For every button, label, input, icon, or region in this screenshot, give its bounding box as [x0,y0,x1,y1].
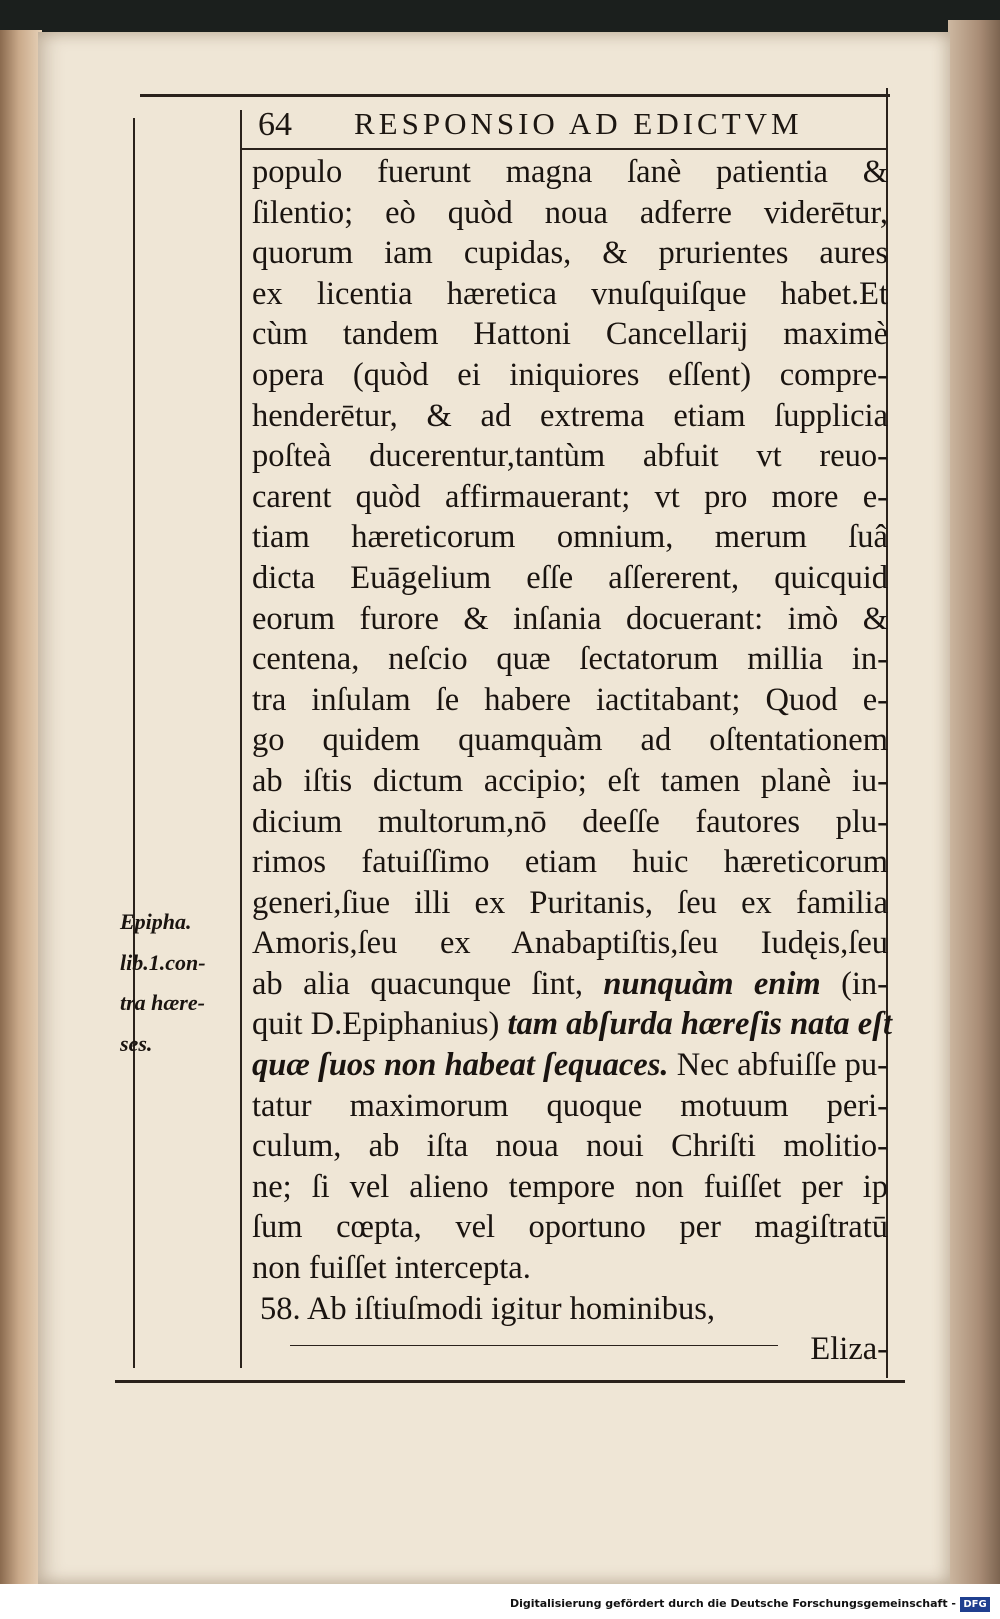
catchword: Eliza- [810,1331,888,1368]
text-line: henderētur, & ad extrema etiam ſupplicia [252,397,888,434]
margin-note-line: tra hære- [120,990,205,1016]
text-line: non fuiſſet intercepta. [252,1250,531,1287]
frame-rule-left [133,118,135,1368]
running-head [258,106,878,146]
text-line: rimos fatuiſſimo etiam huic hæreticorum [252,844,888,881]
text-line: opera (quòd ei iniquiores eſſent) compre- [252,356,888,393]
text-line-mixed [252,1045,888,1086]
text-line: quorum iam cupidas, & prurientes aures [252,235,888,272]
text-segment: ab alia quacunque ſint, [252,965,604,1002]
text-line: ne; ſi vel alieno tempore non fuiſſet per ip [252,1168,888,1205]
italic-quote: nunquàm enim [603,965,821,1002]
margin-note-line: Epipha. [120,909,192,934]
text-line: dicta Euāgelium eſſe aſſererent, quicquid [252,559,888,596]
text-line: populo fuerunt magna ſanè patientia & [252,154,888,190]
page-number: 64 [258,106,292,143]
paragraph-58: 58. Ab iſtiuſmodi igitur hominibus, [260,1290,716,1327]
margin-note-line: ses. [120,1030,153,1056]
text-line-mixed [252,1004,893,1045]
footer-credit: Digitalisierung gefördert durch die Deutsche Forschungsgemeinschaft - [509,1597,956,1610]
book-edge-left [0,30,42,1590]
margin-note-line: lib.1.con- [120,949,206,975]
dfg-logo: DFG [960,1597,990,1612]
text-line: eorum furore & inſania docuerant: imò & [252,600,888,637]
text-line: cùm tandem Hattoni Cancellarij maximè [252,316,888,353]
text-line: poſteà ducerentur,tantùm abfuit vt reuo- [252,438,888,475]
text-segment: (in- [820,965,888,1002]
text-line-mixed [252,964,888,1005]
text-line: go quidem quamquàm ad oſtentationem [252,722,888,759]
text-line: carent quòd affirmauerant; vt pro more e- [252,478,888,515]
text-line: ab iſtis dictum accipio; eſt tamen planè iu- [252,762,888,799]
text-line: generi,ſiue illi ex Puritanis, ſeu ex familia [252,884,888,921]
frame-rule-under-head [240,148,888,150]
body-text [252,152,893,1370]
footer-bar [0,1584,1000,1619]
text-line: Amoris,ſeu ex Anabaptiſtis,ſeu Iudęis,ſeu [252,925,888,962]
text-line: dicium multorum,nō deeſſe fautores plu- [252,803,888,840]
text-line: culum, ab iſta noua noui Chriſti molitio- [252,1128,888,1165]
italic-quote: quæ ſuos non habeat ſequaces. [252,1047,669,1084]
text-line: ſum cœpta, vel oportuno per magiſtratū [252,1209,888,1246]
text-segment: Nec abfuiſſe pu- [668,1047,889,1084]
text-line: ſilentio; eò quòd noua adferre viderētur, [252,194,888,231]
frame-rule-top [140,94,890,97]
text-line: ex licentia hæretica vnuſquiſque habet.Et [252,275,888,312]
margin-note [120,902,240,1064]
text-line: tra inſulam ſe habere iactitabant; Quod e- [252,681,888,718]
text-line: centena, neſcio quæ ſectatorum millia in- [252,641,888,678]
frame-rule-bottom [115,1380,905,1383]
running-title: RESPONSIO AD EDICTVM [354,106,803,141]
text-segment: quit D.Epiphanius) [252,1006,508,1043]
frame-rule-text-left [240,110,242,1368]
text-line: tatur maximorum quoque motuum peri- [252,1087,888,1124]
text-line: tiam hæreticorum omnium, merum ſuâ [252,519,888,556]
book-edge-right [948,20,1000,1590]
italic-quote: tam abſurda hæreſis nata eſt [507,1006,893,1043]
